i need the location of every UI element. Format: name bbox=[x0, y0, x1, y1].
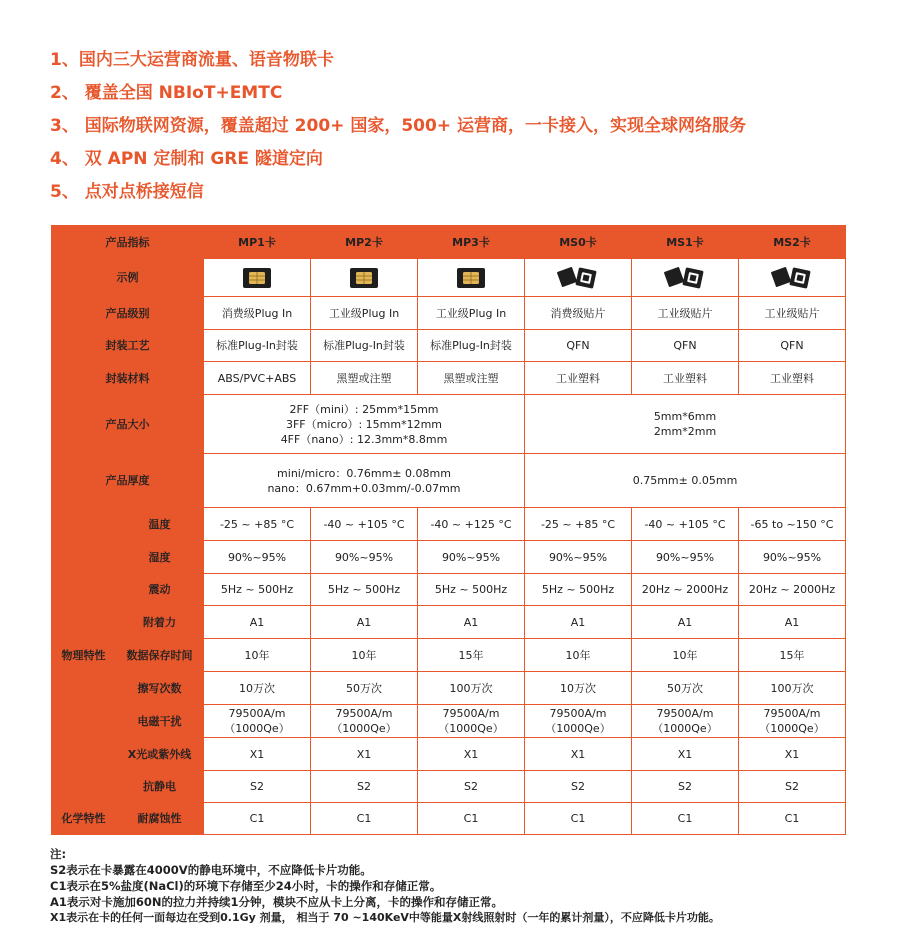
table-cell: A1 bbox=[632, 606, 739, 639]
table-cell: 消费级贴片 bbox=[525, 297, 632, 330]
physical-row bbox=[52, 639, 846, 672]
table-cell: 工业塑料 bbox=[739, 362, 846, 395]
table-cell: X1 bbox=[204, 738, 311, 771]
physical-row bbox=[52, 771, 846, 803]
table-cell: 消费级Plug In bbox=[204, 297, 311, 330]
table-cell: 5Hz ~ 500Hz bbox=[311, 574, 418, 606]
table-cell: 10万次 bbox=[525, 672, 632, 705]
table-cell: ABS/PVC+ABS bbox=[204, 362, 311, 395]
size-line: 4FF（nano）: 12.3mm*8.8mm bbox=[280, 432, 448, 446]
table-cell: -40 ~ +125 °C bbox=[418, 508, 525, 541]
header-row bbox=[52, 226, 846, 259]
table-cell: 20Hz ~ 2000Hz bbox=[739, 574, 846, 606]
table-cell: S2 bbox=[632, 771, 739, 803]
table-cell: 15年 bbox=[418, 639, 525, 672]
table-cell: 5Hz ~ 500Hz bbox=[525, 574, 632, 606]
sim-chip-icon bbox=[556, 265, 600, 291]
table-cell: A1 bbox=[204, 606, 311, 639]
table-cell: C1 bbox=[739, 803, 846, 835]
table-cell: X1 bbox=[632, 738, 739, 771]
row-label: 耐腐蚀性 bbox=[116, 803, 204, 835]
physical-row bbox=[52, 508, 846, 541]
table-cell: C1 bbox=[311, 803, 418, 835]
example-row bbox=[52, 259, 846, 297]
column-header: MS0卡 bbox=[525, 226, 632, 259]
table-cell: S2 bbox=[739, 771, 846, 803]
chemical-row bbox=[52, 803, 846, 835]
table-cell: -40 ~ +105 °C bbox=[311, 508, 418, 541]
table-cell: S2 bbox=[525, 771, 632, 803]
spec-table bbox=[51, 225, 846, 835]
feature-item: 1、国内三大运营商流量、语音物联卡 bbox=[50, 50, 334, 70]
note-line: C1表示在5%盐度(NaCl)的环境下存储至少24小时，卡的操作和存储正常。 bbox=[50, 879, 442, 893]
table-cell: 20Hz ~ 2000Hz bbox=[632, 574, 739, 606]
table-cell: QFN bbox=[632, 330, 739, 362]
thickness-line: nano：0.67mm+0.03mm/-0.07mm bbox=[267, 481, 461, 495]
table-cell: 10年 bbox=[311, 639, 418, 672]
feature-item: 3、 国际物联网资源，覆盖超过 200+ 国家，500+ 运营商，一卡接入，实现全球网络服务 bbox=[50, 116, 746, 136]
table-cell: S2 bbox=[204, 771, 311, 803]
size-chip-cell bbox=[525, 395, 846, 454]
row-label: 产品级别 bbox=[52, 297, 204, 330]
example-cell bbox=[632, 259, 739, 297]
row-label: 温度 bbox=[116, 508, 204, 541]
table-cell: 90%~95% bbox=[311, 541, 418, 574]
table-cell: 5Hz ~ 500Hz bbox=[418, 574, 525, 606]
table-cell: -25 ~ +85 °C bbox=[525, 508, 632, 541]
size-line: 2FF（mini）: 25mm*15mm bbox=[289, 402, 439, 416]
size-line: 2mm*2mm bbox=[653, 425, 717, 438]
table-cell: 10万次 bbox=[204, 672, 311, 705]
column-header: MS2卡 bbox=[739, 226, 846, 259]
example-cell bbox=[418, 259, 525, 297]
row-label: X光或紫外线 bbox=[116, 738, 204, 771]
table-cell: 15年 bbox=[739, 639, 846, 672]
table-cell: 10年 bbox=[525, 639, 632, 672]
feature-item: 4、 双 APN 定制和 GRE 隧道定向 bbox=[50, 149, 323, 169]
column-header: MP3卡 bbox=[418, 226, 525, 259]
table-cell: 100万次 bbox=[739, 672, 846, 705]
size-line: 5mm*6mm bbox=[653, 410, 717, 423]
table-cell: 100万次 bbox=[418, 672, 525, 705]
physical-row bbox=[52, 541, 846, 574]
sim-card-icon bbox=[456, 266, 486, 290]
physical-row bbox=[52, 672, 846, 705]
level-row bbox=[52, 297, 846, 330]
group-label-physical: 物理特性 bbox=[52, 508, 116, 803]
table-cell: 工业塑料 bbox=[632, 362, 739, 395]
package-row bbox=[52, 330, 846, 362]
table-cell: 10年 bbox=[632, 639, 739, 672]
example-cell bbox=[525, 259, 632, 297]
feature-list bbox=[50, 48, 746, 213]
row-label: 产品厚度 bbox=[52, 454, 204, 508]
column-header: MP1卡 bbox=[204, 226, 311, 259]
thickness-plugin-cell bbox=[204, 454, 525, 508]
table-cell: X1 bbox=[311, 738, 418, 771]
table-cell: 工业级Plug In bbox=[418, 297, 525, 330]
table-cell: 黑塑或注塑 bbox=[418, 362, 525, 395]
table-cell: 90%~95% bbox=[632, 541, 739, 574]
table-cell: A1 bbox=[525, 606, 632, 639]
table-cell: A1 bbox=[739, 606, 846, 639]
table-cell: 工业级Plug In bbox=[311, 297, 418, 330]
table-cell: 工业塑料 bbox=[525, 362, 632, 395]
note-line: A1表示对卡施加60N的拉力并持续1分钟，模块不应从卡上分离，卡的操作和存储正常。 bbox=[50, 895, 504, 909]
row-label: 湿度 bbox=[116, 541, 204, 574]
row-label: 电磁干扰 bbox=[116, 705, 204, 738]
table-cell: 79500A/m （1000Qe） bbox=[632, 705, 739, 738]
note-line: S2表示在卡暴露在4000V的静电环境中，不应降低卡片功能。 bbox=[50, 863, 372, 877]
table-cell: 79500A/m （1000Qe） bbox=[739, 705, 846, 738]
group-label-chemical: 化学特性 bbox=[52, 803, 116, 835]
material-row bbox=[52, 362, 846, 395]
corner-header: 产品指标 bbox=[52, 226, 204, 259]
sim-chip-icon bbox=[663, 265, 707, 291]
feature-item: 2、 覆盖全国 NBIoT+EMTC bbox=[50, 83, 283, 103]
notes bbox=[50, 846, 720, 926]
table-cell: QFN bbox=[525, 330, 632, 362]
thickness-row bbox=[52, 454, 846, 508]
table-cell: 50万次 bbox=[632, 672, 739, 705]
table-cell: 90%~95% bbox=[525, 541, 632, 574]
table-cell: 工业级贴片 bbox=[739, 297, 846, 330]
table-cell: 79500A/m （1000Qe） bbox=[311, 705, 418, 738]
row-label: 示例 bbox=[52, 259, 204, 297]
physical-row bbox=[52, 574, 846, 606]
table-cell: 黑塑或注塑 bbox=[311, 362, 418, 395]
example-cell bbox=[739, 259, 846, 297]
table-cell: 5Hz ~ 500Hz bbox=[204, 574, 311, 606]
table-cell: 90%~95% bbox=[418, 541, 525, 574]
table-cell: 79500A/m （1000Qe） bbox=[525, 705, 632, 738]
table-cell: A1 bbox=[418, 606, 525, 639]
note-line: X1表示在卡的任何一面每边在受到0.1Gy 剂量， 相当于 70 ~140KeV中等能量X射线照射时（一年的累计剂量），不应降低卡片功能。 bbox=[50, 911, 720, 924]
row-label: 产品大小 bbox=[52, 395, 204, 454]
physical-row bbox=[52, 705, 846, 738]
row-label: 数据保存时间 bbox=[116, 639, 204, 672]
column-header: MS1卡 bbox=[632, 226, 739, 259]
table-cell: 79500A/m （1000Qe） bbox=[204, 705, 311, 738]
table-cell: 标准Plug-In封装 bbox=[204, 330, 311, 362]
physical-row bbox=[52, 738, 846, 771]
table-cell: 10年 bbox=[204, 639, 311, 672]
table-cell: 标准Plug-In封装 bbox=[418, 330, 525, 362]
example-cell bbox=[204, 259, 311, 297]
row-label: 震动 bbox=[116, 574, 204, 606]
table-cell: 标准Plug-In封装 bbox=[311, 330, 418, 362]
table-cell: X1 bbox=[418, 738, 525, 771]
table-cell: 90%~95% bbox=[739, 541, 846, 574]
table-cell: S2 bbox=[311, 771, 418, 803]
example-cell bbox=[311, 259, 418, 297]
table-cell: C1 bbox=[525, 803, 632, 835]
physical-row bbox=[52, 606, 846, 639]
column-header: MP2卡 bbox=[311, 226, 418, 259]
table-cell: X1 bbox=[739, 738, 846, 771]
sim-card-icon bbox=[242, 266, 272, 290]
row-label: 擦写次数 bbox=[116, 672, 204, 705]
thickness-line: mini/micro：0.76mm± 0.08mm bbox=[277, 466, 451, 480]
table-cell: 工业级贴片 bbox=[632, 297, 739, 330]
thickness-chip-cell: 0.75mm± 0.05mm bbox=[525, 454, 846, 508]
table-cell: C1 bbox=[204, 803, 311, 835]
table-cell: QFN bbox=[739, 330, 846, 362]
row-label: 抗静电 bbox=[116, 771, 204, 803]
size-line: 3FF（micro）: 15mm*12mm bbox=[285, 417, 443, 431]
feature-item: 5、 点对点桥接短信 bbox=[50, 182, 204, 202]
note-line: 注: bbox=[50, 847, 67, 861]
row-label: 封装材料 bbox=[52, 362, 204, 395]
row-label: 封装工艺 bbox=[52, 330, 204, 362]
table-cell: 90%~95% bbox=[204, 541, 311, 574]
sim-chip-icon bbox=[770, 265, 814, 291]
sim-card-icon bbox=[349, 266, 379, 290]
table-cell: -65 to ~150 °C bbox=[739, 508, 846, 541]
table-cell: -25 ~ +85 °C bbox=[204, 508, 311, 541]
table-cell: C1 bbox=[632, 803, 739, 835]
table-cell: X1 bbox=[525, 738, 632, 771]
row-label: 附着力 bbox=[116, 606, 204, 639]
table-cell: C1 bbox=[418, 803, 525, 835]
table-cell: 50万次 bbox=[311, 672, 418, 705]
table-cell: A1 bbox=[311, 606, 418, 639]
table-cell: -40 ~ +105 °C bbox=[632, 508, 739, 541]
size-row bbox=[52, 395, 846, 454]
size-plugin-cell bbox=[204, 395, 525, 454]
table-cell: S2 bbox=[418, 771, 525, 803]
table-cell: 79500A/m （1000Qe） bbox=[418, 705, 525, 738]
